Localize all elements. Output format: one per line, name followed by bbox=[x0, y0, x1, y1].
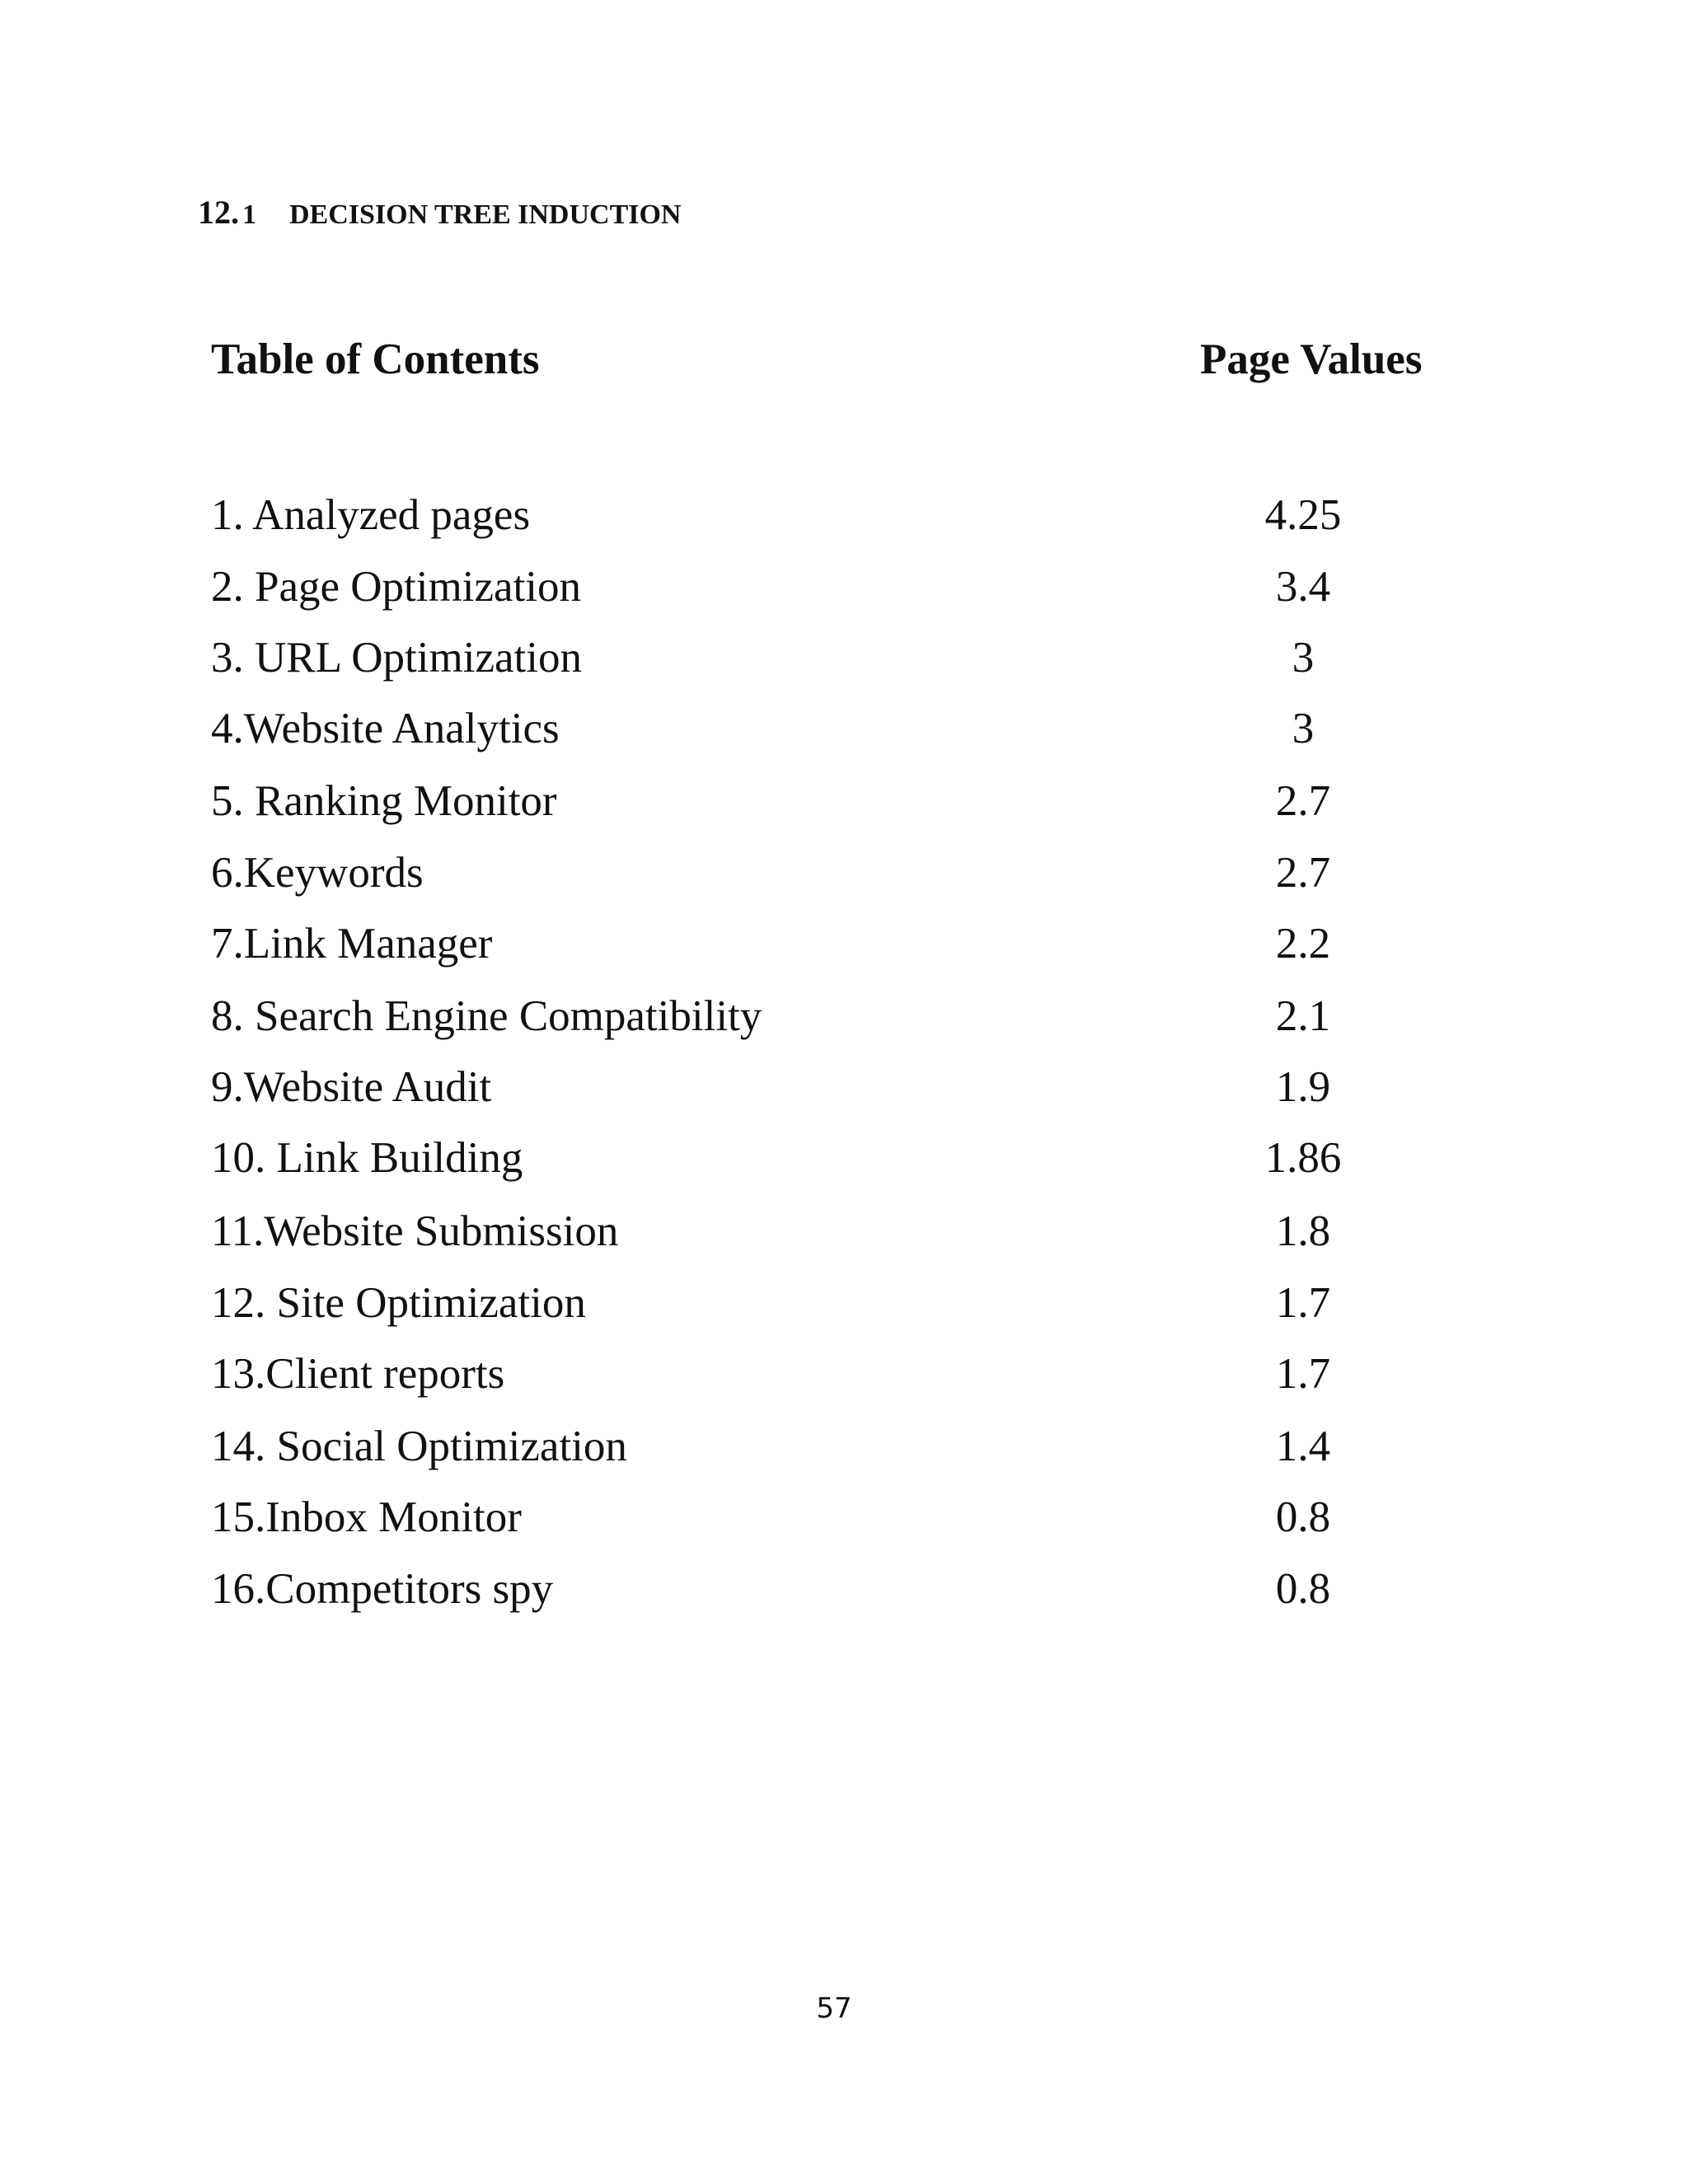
toc-entry-label: 15.Inbox Monitor bbox=[211, 1493, 522, 1541]
table-row bbox=[0, 1274, 1688, 1332]
toc-entry-value: 3 bbox=[1292, 705, 1315, 752]
toc-entry-value: 3.4 bbox=[1275, 563, 1331, 611]
section-sub-number: 1 bbox=[242, 199, 256, 230]
table-row bbox=[0, 772, 1688, 830]
table-row bbox=[0, 558, 1688, 616]
table-row bbox=[0, 1202, 1688, 1260]
table-row bbox=[0, 1560, 1688, 1618]
toc-entry-value: 1.7 bbox=[1275, 1279, 1331, 1327]
table-row bbox=[0, 1129, 1688, 1187]
toc-entry-label: 14. Social Optimization bbox=[211, 1422, 627, 1470]
table-row bbox=[0, 915, 1688, 972]
toc-entry-label: 8. Search Engine Compatibility bbox=[211, 992, 762, 1040]
toc-entry-value: 0.8 bbox=[1275, 1493, 1331, 1541]
table-row bbox=[0, 1488, 1688, 1546]
toc-entry-value: 1.7 bbox=[1275, 1350, 1331, 1398]
toc-entry-value: 2.2 bbox=[1275, 920, 1331, 968]
toc-entry-label: 6.Keywords bbox=[211, 849, 424, 897]
toc-entry-label: 5. Ranking Monitor bbox=[211, 777, 557, 825]
table-row bbox=[0, 629, 1688, 687]
toc-entry-value: 2.1 bbox=[1275, 992, 1331, 1040]
section-number: 12. bbox=[198, 194, 239, 231]
toc-entry-value: 1.4 bbox=[1275, 1422, 1331, 1470]
table-row bbox=[0, 844, 1688, 902]
toc-entry-label: 4.Website Analytics bbox=[211, 705, 560, 752]
toc-entry-value: 2.7 bbox=[1275, 849, 1331, 897]
toc-entry-label: 16.Competitors spy bbox=[211, 1565, 554, 1613]
toc-entry-value: 4.25 bbox=[1264, 491, 1342, 539]
toc-entry-label: 11.Website Submission bbox=[211, 1207, 619, 1255]
toc-entry-value: 1.8 bbox=[1275, 1207, 1331, 1255]
toc-entry-label: 10. Link Building bbox=[211, 1134, 523, 1182]
table-row bbox=[0, 1418, 1688, 1475]
table-header-page-values: Page Values bbox=[1200, 335, 1423, 383]
table-row bbox=[0, 1345, 1688, 1403]
toc-entry-value: 0.8 bbox=[1275, 1565, 1331, 1613]
section-title: DECISION TREE INDUCTION bbox=[289, 199, 682, 230]
table-row bbox=[0, 987, 1688, 1045]
toc-entry-label: 2. Page Optimization bbox=[211, 563, 581, 611]
toc-entry-label: 13.Client reports bbox=[211, 1350, 505, 1398]
toc-entry-value: 2.7 bbox=[1275, 777, 1331, 825]
table-header-contents: Table of Contents bbox=[211, 335, 540, 383]
toc-entry-label: 12. Site Optimization bbox=[211, 1279, 586, 1327]
toc-entry-label: 3. URL Optimization bbox=[211, 634, 582, 682]
toc-entry-label: 9.Website Audit bbox=[211, 1063, 492, 1111]
toc-entry-label: 1. Analyzed pages bbox=[211, 491, 531, 539]
page-number: 57 bbox=[816, 1992, 852, 2025]
table-row bbox=[0, 486, 1688, 544]
toc-entry-value: 3 bbox=[1292, 634, 1315, 682]
toc-entry-label: 7.Link Manager bbox=[211, 920, 493, 968]
table-row bbox=[0, 1058, 1688, 1116]
toc-entry-value: 1.86 bbox=[1264, 1134, 1342, 1182]
toc-entry-value: 1.9 bbox=[1275, 1063, 1331, 1111]
table-row bbox=[0, 700, 1688, 757]
